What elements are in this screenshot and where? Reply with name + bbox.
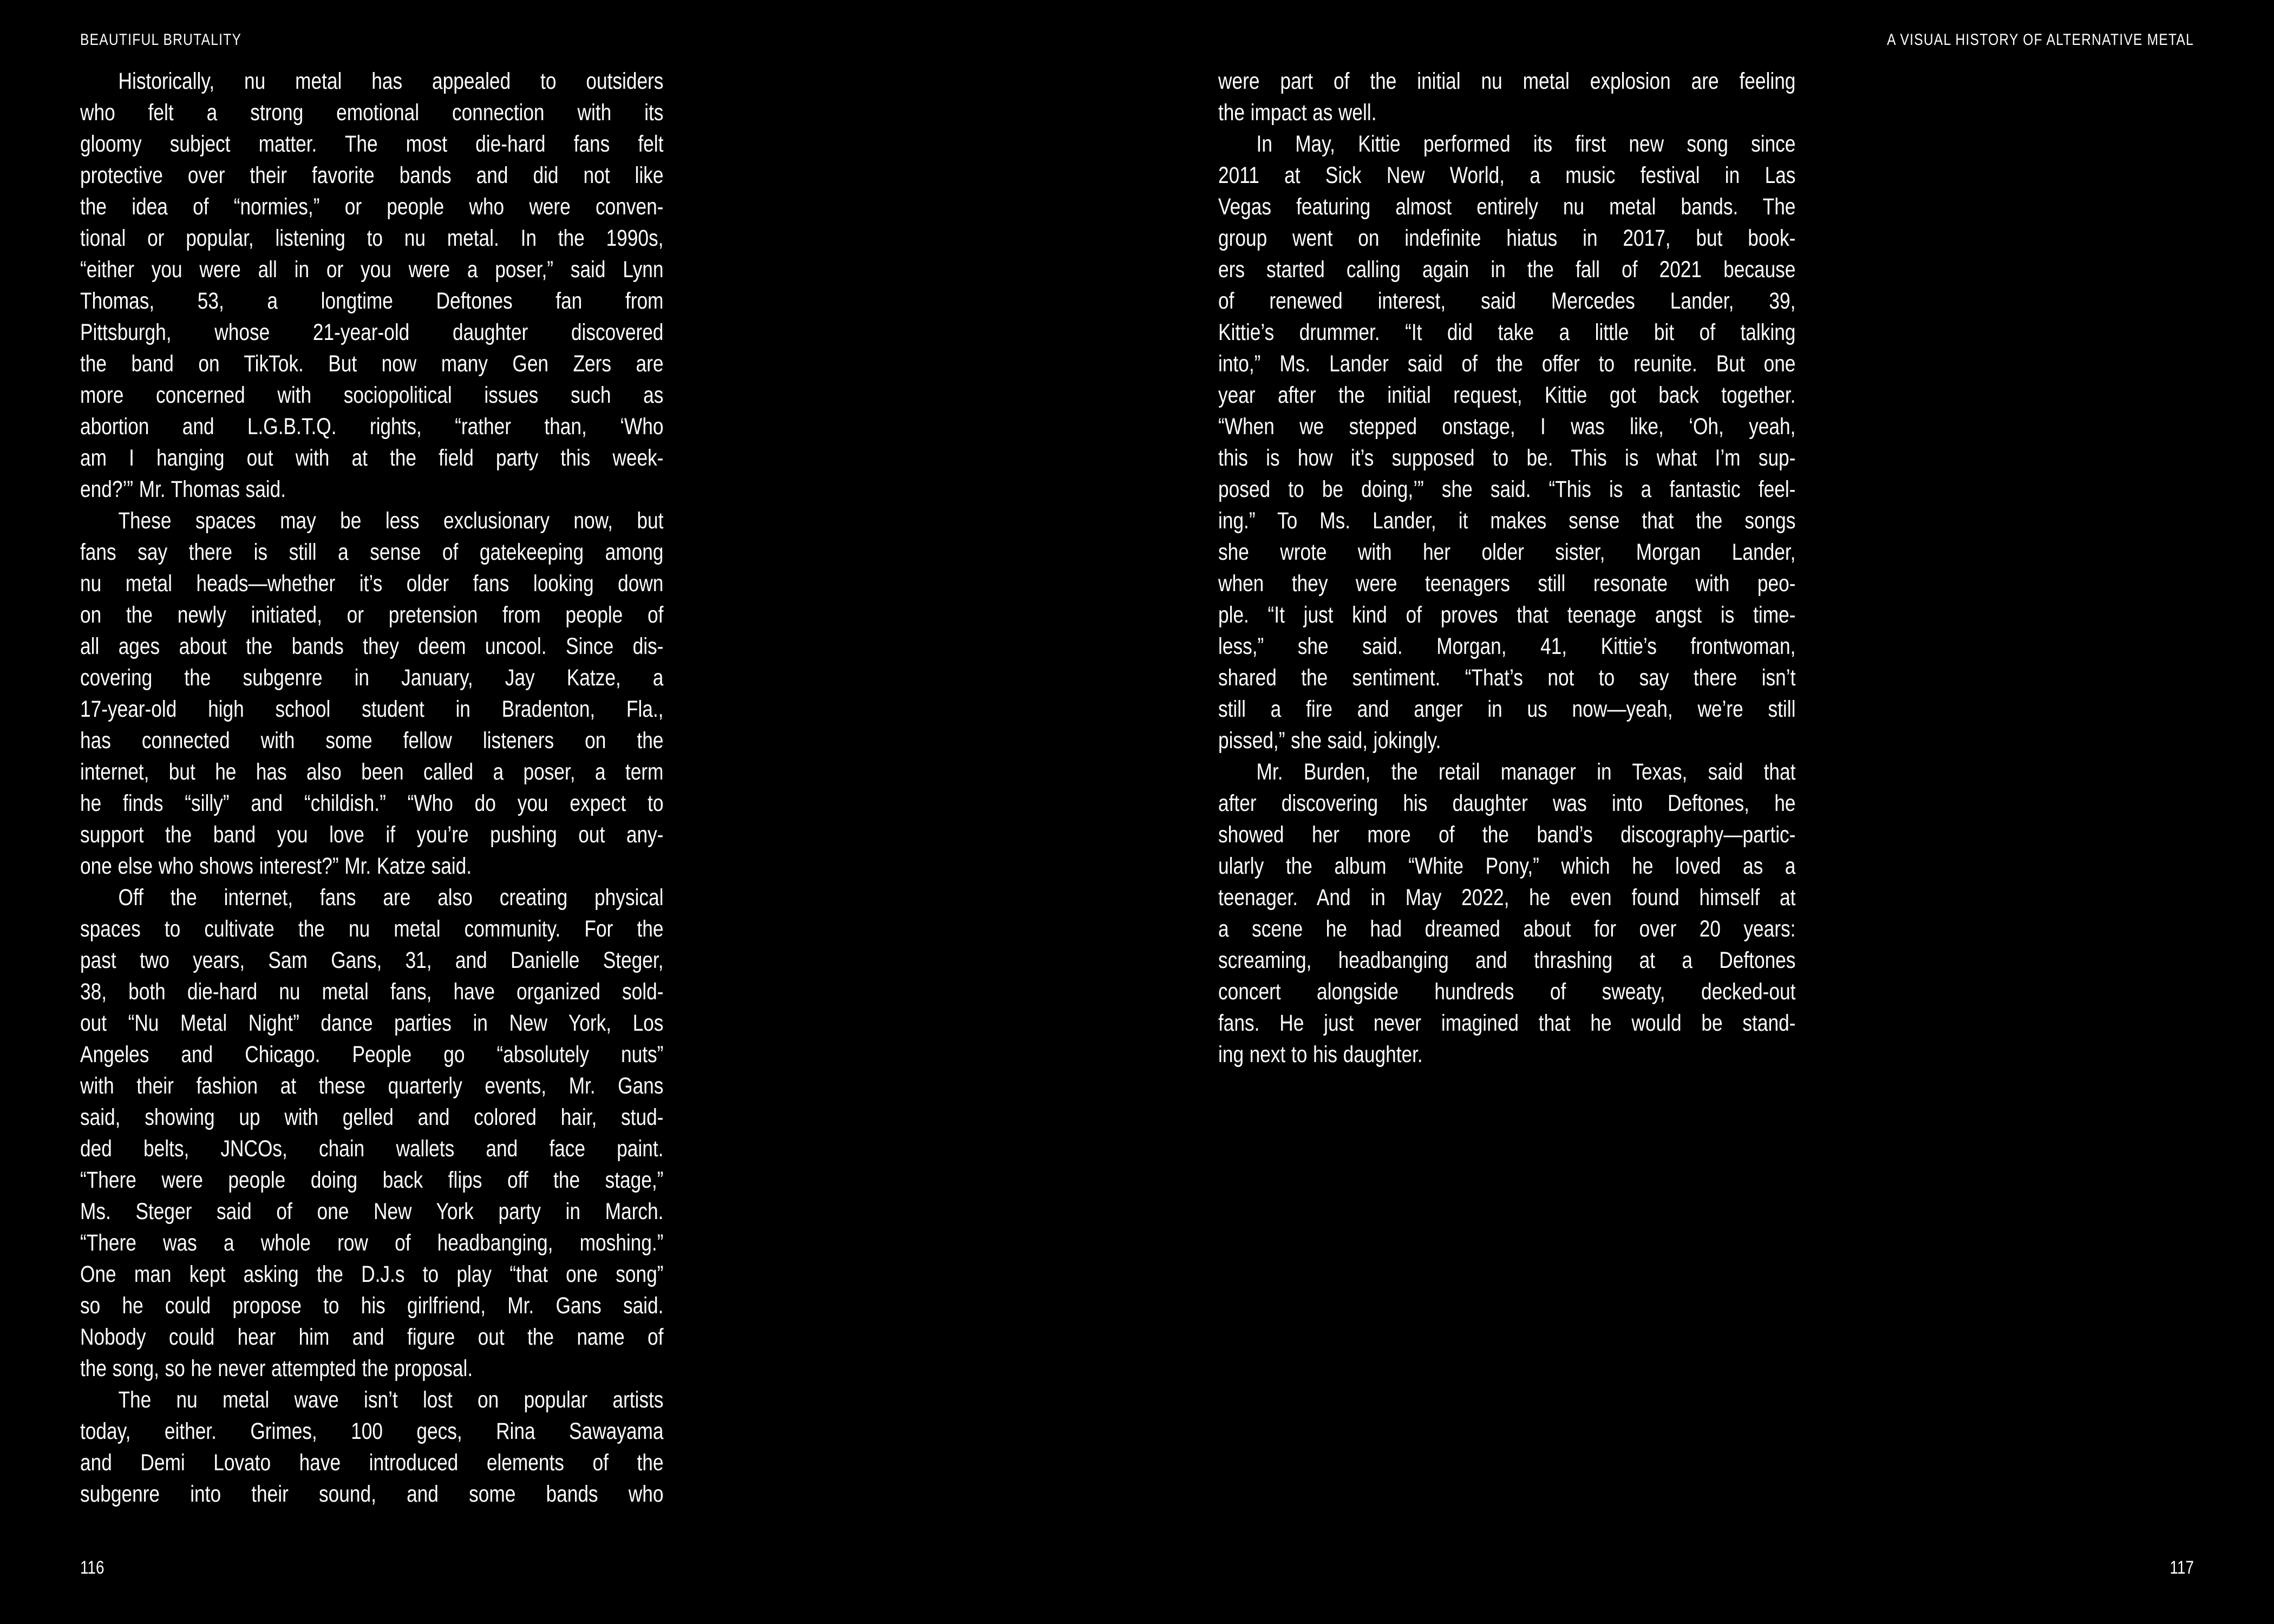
text-line: with their fashion at these quarterly events, Mr. Gans — [80, 1073, 664, 1099]
text-line: Nobody could hear him and figure out the name of — [80, 1324, 664, 1350]
text-line: he finds “silly” and “childish.” “Who do you expect to — [80, 790, 664, 816]
text-line: ularly the album “White Pony,” which he loved as a — [1218, 853, 1796, 879]
text-line: ded belts, JNCOs, chain wallets and face paint. — [80, 1136, 664, 1162]
text-line: the song, so he never attempted the proposal. — [80, 1355, 473, 1381]
text-line: and Demi Lovato have introduced elements of the — [80, 1450, 664, 1476]
text-line: the idea of “normies,” or people who were conven- — [80, 194, 664, 220]
text-line: The nu metal wave isn’t lost on popular artists — [118, 1387, 664, 1413]
text-line: still a fire and anger in us now—yeah, we’re still — [1218, 696, 1796, 722]
text-line: said, showing up with gelled and colored hair, stud- — [80, 1104, 664, 1130]
text-line: concert alongside hundreds of sweaty, decked-out — [1218, 979, 1796, 1005]
text-line: she wrote with her older sister, Morgan Lander, — [1218, 539, 1796, 565]
text-line: nu metal heads—whether it’s older fans looking down — [80, 571, 664, 597]
text-line: on the newly initiated, or pretension from people of — [80, 602, 664, 628]
text-line: when they were teenagers still resonate with peo- — [1218, 571, 1796, 597]
text-line: “either you were all in or you were a poser,” said Lynn — [80, 257, 664, 283]
page-number-right — [2031, 1557, 2194, 1579]
text-line: support the band you love if you’re pushing out any- — [80, 822, 664, 848]
text-line: protective over their favorite bands and did not like — [80, 162, 664, 188]
paragraph — [1218, 756, 1795, 1070]
text-line: In May, Kittie performed its first new song since — [1256, 131, 1796, 157]
text-line: Mr. Burden, the retail manager in Texas, said that — [1256, 759, 1796, 785]
paragraph — [1218, 66, 1795, 128]
text-line: ple. “It just kind of proves that teenage angst is time- — [1218, 602, 1796, 628]
text-line: ing next to his daughter. — [1218, 1042, 1423, 1068]
text-line: pissed,” she said, jokingly. — [1218, 728, 1441, 754]
text-line: Vegas featuring almost entirely nu metal bands. The — [1218, 194, 1796, 220]
text-line: today, either. Grimes, 100 gecs, Rina Sawayama — [80, 1418, 664, 1444]
text-line: 17-year-old high school student in Bradenton, Fla., — [80, 696, 664, 722]
text-line: who felt a strong emotional connection with its — [80, 100, 664, 126]
text-line: Off the internet, fans are also creating physical — [118, 885, 664, 911]
text-line: after discovering his daughter was into Deftones, he — [1218, 790, 1796, 816]
paragraph — [80, 505, 663, 882]
text-line: tional or popular, listening to nu metal. In the 1990s, — [80, 225, 664, 251]
page-number-right-text: 117 — [2170, 1557, 2194, 1578]
text-line: one else who shows interest?” Mr. Katze said. — [80, 853, 472, 879]
page-number-left-text: 116 — [80, 1557, 104, 1578]
text-line: “When we stepped onstage, I was like, ‘Oh, yeah, — [1218, 414, 1796, 440]
text-line: fans say there is still a sense of gatekeeping among — [80, 539, 664, 565]
text-line: abortion and L.G.B.T.Q. rights, “rather than, ‘Who — [80, 414, 664, 440]
text-line: shared the sentiment. “That’s not to say there isn’t — [1218, 665, 1796, 691]
paragraph — [1218, 128, 1795, 756]
text-line: out “Nu Metal Night” dance parties in New York, Los — [80, 1010, 664, 1036]
text-line: the band on TikTok. But now many Gen Zers are — [80, 351, 664, 377]
text-column-right — [1218, 66, 1795, 1070]
text-line: so he could propose to his girlfriend, Mr. Gans said. — [80, 1293, 664, 1319]
text-line: end?’” Mr. Thomas said. — [80, 476, 286, 502]
paragraph — [80, 66, 663, 505]
text-line: covering the subgenre in January, Jay Katze, a — [80, 665, 664, 691]
text-line: all ages about the bands they deem uncool. Since dis- — [80, 633, 664, 659]
text-line: this is how it’s supposed to be. This is what I’m sup- — [1218, 445, 1796, 471]
text-line: am I hanging out with at the field party this week- — [80, 445, 664, 471]
text-line: more concerned with sociopolitical issues such as — [80, 382, 664, 408]
text-line: Kittie’s drummer. “It did take a little bit of talking — [1218, 319, 1796, 345]
text-line: subgenre into their sound, and some bands who — [80, 1481, 664, 1507]
text-line: were part of the initial nu metal explosion are feeling — [1218, 68, 1796, 94]
text-line: Pittsburgh, whose 21-year-old daughter discovered — [80, 319, 664, 345]
text-line: 38, both die-hard nu metal fans, have organized sold- — [80, 979, 664, 1005]
text-line: These spaces may be less exclusionary now, but — [118, 508, 664, 534]
text-line: “There was a whole row of headbanging, moshing.” — [80, 1230, 664, 1256]
text-line: teenager. And in May 2022, he even found himself at — [1218, 885, 1796, 911]
text-line: ing.” To Ms. Lander, it makes sense that the songs — [1218, 508, 1796, 534]
text-column-left-inner — [80, 66, 663, 1510]
text-line: Thomas, 53, a longtime Deftones fan from — [80, 288, 664, 314]
text-column-right-inner — [1218, 66, 1795, 1070]
running-head-left-text: BEAUTIFUL BRUTALITY — [80, 31, 242, 49]
text-line: “There were people doing back flips off the stage,” — [80, 1167, 664, 1193]
text-line: past two years, Sam Gans, 31, and Danielle Steger, — [80, 947, 664, 973]
text-line: year after the initial request, Kittie got back together. — [1218, 382, 1796, 408]
text-line: has connected with some fellow listeners on the — [80, 728, 664, 754]
text-line: posed to be doing,’” she said. “This is a fantastic feel- — [1218, 476, 1796, 502]
text-line: showed her more of the band’s discography—partic- — [1218, 822, 1796, 848]
text-line: One man kept asking the D.J.s to play “that one song” — [80, 1261, 664, 1287]
text-line: of renewed interest, said Mercedes Lander, 39, — [1218, 288, 1796, 314]
running-head-left — [80, 30, 730, 50]
text-line: a scene he had dreamed about for over 20 years: — [1218, 916, 1796, 942]
text-column-left — [80, 66, 663, 1510]
text-line: Angeles and Chicago. People go “absolutely nuts” — [80, 1042, 664, 1068]
text-line: Historically, nu metal has appealed to outsiders — [118, 68, 664, 94]
text-line: screaming, headbanging and thrashing at a Deftones — [1218, 947, 1796, 973]
text-line: spaces to cultivate the nu metal community. For the — [80, 916, 664, 942]
running-head-right — [1544, 30, 2194, 50]
text-line: into,” Ms. Lander said of the offer to reunite. But one — [1218, 351, 1796, 377]
text-line: Ms. Steger said of one New York party in March. — [80, 1199, 664, 1224]
running-head-right-text: A VISUAL HISTORY OF ALTERNATIVE METAL — [1887, 31, 2194, 49]
text-line: ers started calling again in the fall of 2021 because — [1218, 257, 1796, 283]
text-line: the impact as well. — [1218, 100, 1377, 126]
text-line: fans. He just never imagined that he would be stand- — [1218, 1010, 1796, 1036]
text-line: internet, but he has also been called a poser, a term — [80, 759, 664, 785]
text-line: gloomy subject matter. The most die-hard fans felt — [80, 131, 664, 157]
text-line: group went on indefinite hiatus in 2017, but book- — [1218, 225, 1796, 251]
paragraph — [80, 882, 663, 1384]
paragraph — [80, 1384, 663, 1510]
text-line: less,” she said. Morgan, 41, Kittie’s frontwoman, — [1218, 633, 1796, 659]
page-number-left — [80, 1557, 243, 1579]
text-line: 2011 at Sick New World, a music festival in Las — [1218, 162, 1796, 188]
